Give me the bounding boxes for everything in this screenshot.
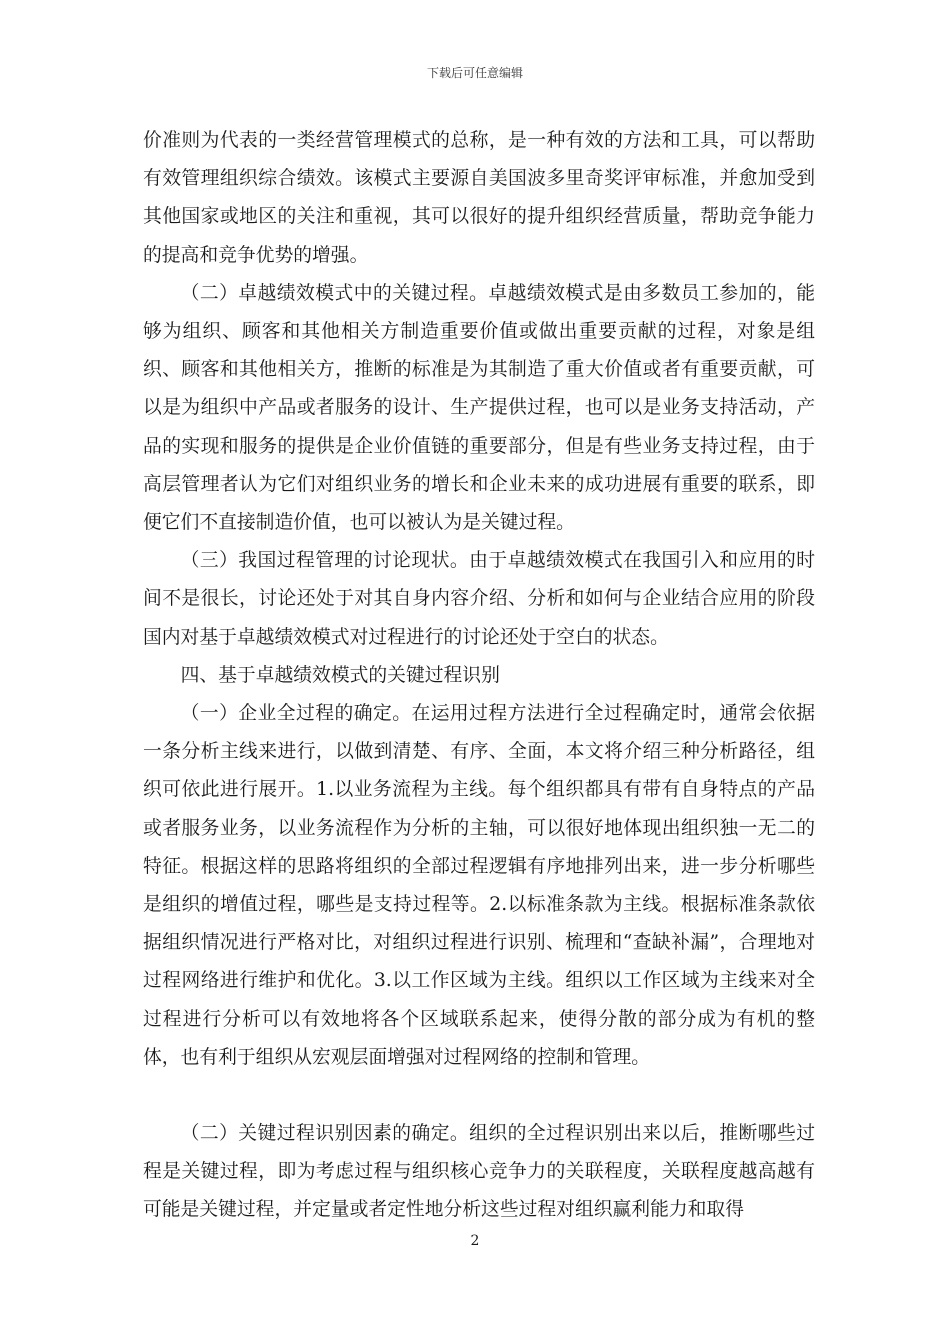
paragraph-identification-factors: （二）关键过程识别因素的确定。组织的全过程识别出来以后，推断哪些过程是关键过程，即为考虑过程与组织核心竞争力的关联程度，关联程度越高越有可能是关键过程，并定量或者定性地分析这些过程对组织赢利能力和取得 [143, 1123, 815, 1221]
paragraph-intro-continued: 价准则为代表的一类经营管理模式的总称，是一种有效的方法和工具，可以帮助有效管理组织综合绩效。该模式主要源自美国波多里奇奖评审标准，并愈加受到其他国家或地区的关注和重视，其可以很好的提升组织经营质量，帮助竞争能力的提高和竞争优势的增强。 [143, 130, 815, 266]
paragraph-full-process: （一）企业全过程的确定。在运用过程方法进行全过程确定时，通常会依据一条分析主线来进行，以做到清楚、有序、全面，本文将介绍三种分析路径，组织可依此进行展开。1.以业务流程为主线。每个组织都具有带有自身特点的产品或者服务业务，以业务流程作为分析的主轴，可以很好地体现出组织独一无二的特征。根据这样的思路将组织的全部过程逻辑有序地排列出来，进一步分析哪些是组织的增值过程，哪些是支持过程等。2.以标准条款为主线。根据标准条款依据组织情况进行严格对比，对组织过程进行识别、梳理和“查缺补漏”，合理地对过程网络进行维护和优化。3.以工作区域为主线。组织以工作区域为主线来对全过程进行分析可以有效地将各个区域联系起来，使得分散的部分成为有机的整体，也有利于组织从宏观层面增强对过程网络的控制和管理。 [143, 703, 815, 1068]
section-heading-four: 四、基于卓越绩效模式的关键过程识别 [180, 664, 500, 686]
page-header: 下载后可任意编辑 [426, 66, 523, 80]
paragraph-key-process: （二）卓越绩效模式中的关键过程。卓越绩效模式是由多数员工参加的，能够为组织、顾客和其他相关方制造重要价值或做出重要贡献的过程，对象是组织、顾客和其他相关方，推断的标准是为其制造了重大价值或者有重要贡献，可以是为组织中产品或者服务的设计、生产提供过程，也可以是业务支持活动，产品的实现和服务的提供是企业价值链的重要部分，但是有些业务支持过程，由于高层管理者认为它们对组织业务的增长和企业未来的成功进展有重要的联系，即便它们不直接制造价值，也可以被认为是关键过程。 [143, 282, 815, 534]
page-number: 2 [470, 1233, 480, 1249]
document-body [143, 122, 815, 1230]
paragraph-research-status: （三）我国过程管理的讨论现状。由于卓越绩效模式在我国引入和应用的时间不是很长，讨论还处于对其自身内容介绍、分析和如何与企业结合应用的阶段国内对基于卓越绩效模式对过程进行的讨论还处于空白的状态。 [143, 550, 815, 648]
